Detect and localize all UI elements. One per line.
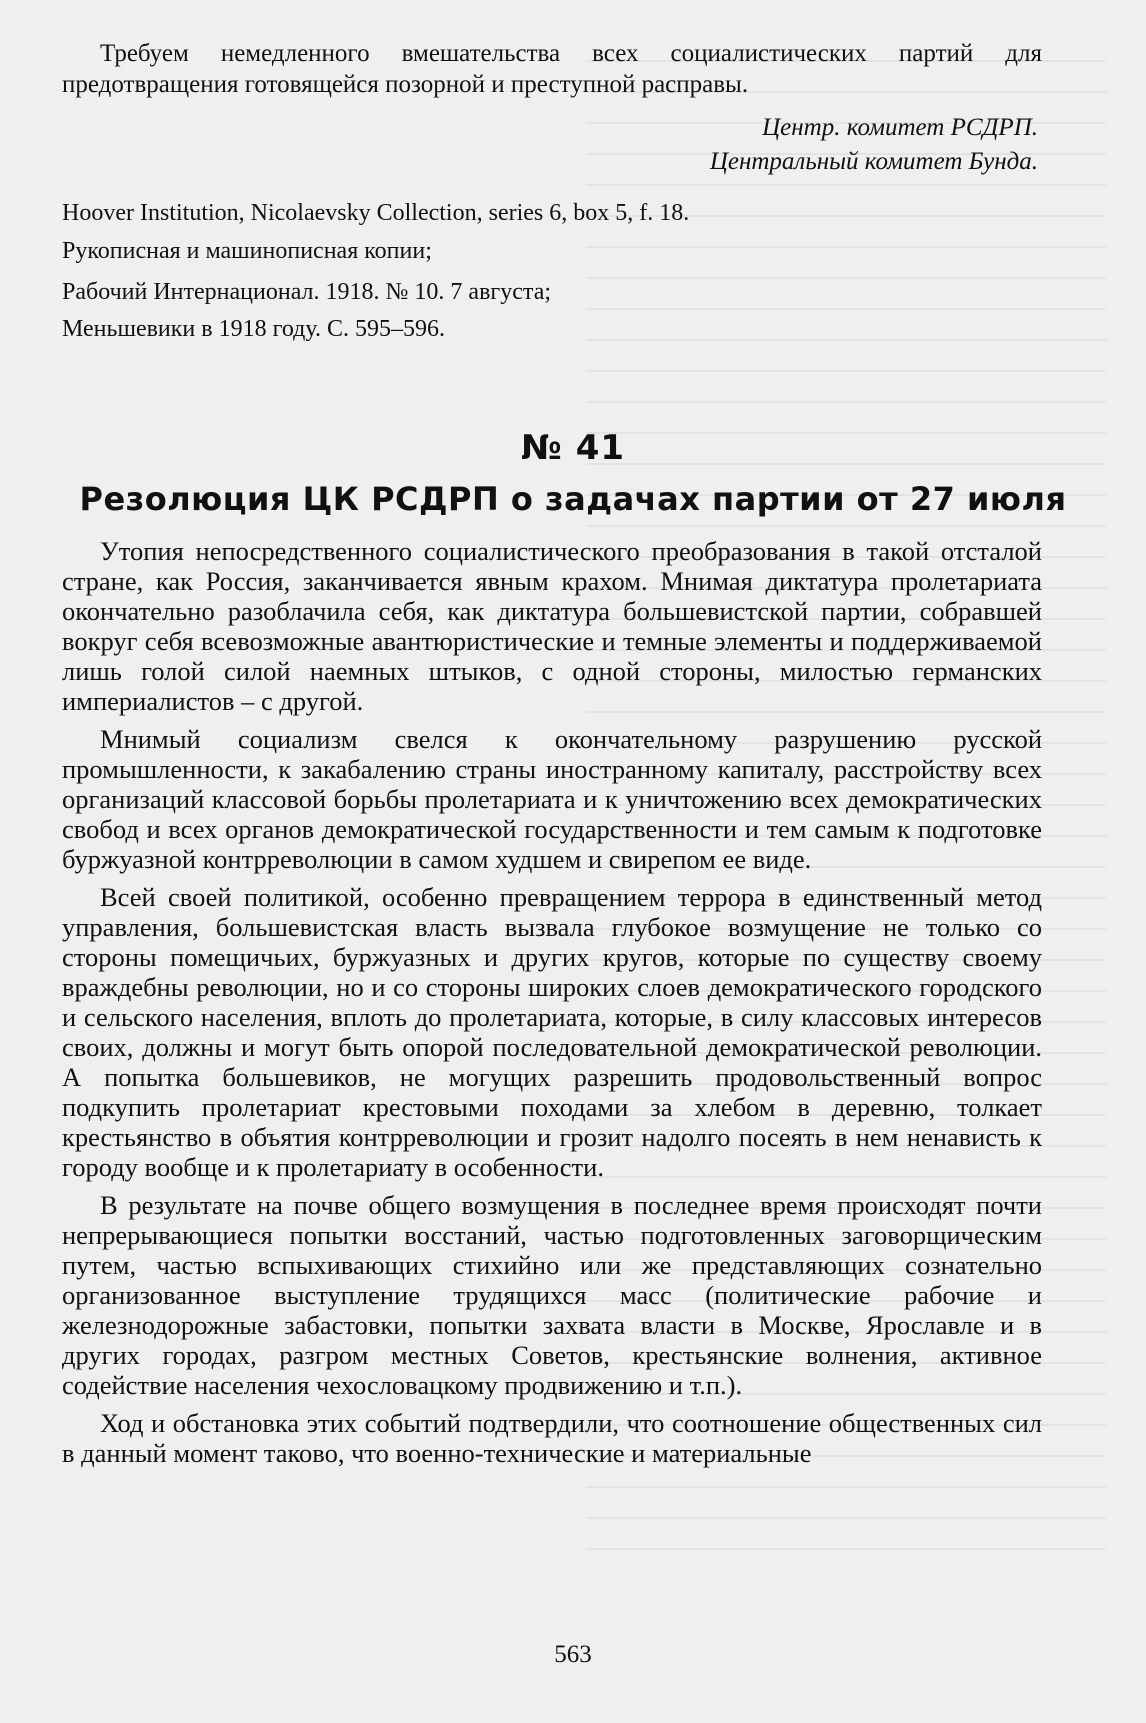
body-paragraph-2: Мнимый социализм свелся к окончательному разрушению русской промышленности, к закабалению страны иностранному капиталу, расстройству всех организаций классовой борьбы пролетариата и к уничтожению всех демократических свобод и всех органов демократической государственности и тем самым к подготовке буржуазной контрреволюции в самом худшем и свирепом ее виде. xyxy=(62,724,1042,874)
document-number: № 41 xyxy=(520,428,626,468)
document-title: Резолюция ЦК РСДРП о задачах партии от 27 июля xyxy=(79,480,1067,518)
body-paragraph-1: Утопия непосредственного социалистического преобразования в такой отсталой стране, как Россия, заканчивается явным крахом. Мнимая диктатура пролетариата окончательно разоблачила себя, как диктатура большевистской партии, собравшей вокруг себя всевозможные авантюристические и темные элементы и поддерживаемой лишь голой силой наемных штыков, с одной стороны, милостью германских империалистов – с другой. xyxy=(62,536,1042,716)
source-newspaper: Рабочий Интернационал. 1918. № 10. 7 августа; xyxy=(62,279,552,305)
source-archive: Hoover Institution, Nicolaevsky Collection, series 6, box 5, f. 18. xyxy=(62,200,690,226)
signature-rsdrp: Центр. комитет РСДРП. xyxy=(762,114,1038,141)
body-paragraph-3: Всей своей политикой, особенно превращением террора в единственный метод управления, большевистская власть вызвала глубокое возмущение не только со стороны помещичьих, буржуазных и других кругов, которые по существу своему враждебны революции, но и со стороны широких слоев демократического городского и сельского населения, вплоть до пролетариата, которые, в силу классовых интересов своих, должны и могут быть опорой последовательной демократической революции. А попытка большевиков, не могущих разрешить продовольственный вопрос подкупить пролетариат крестовыми походами за хлебом в деревню, толкает крестьянство в объятия контрреволюции и грозит надолго посеять в нем ненависть к городу вообще и к пролетариату в особенности. xyxy=(62,882,1042,1182)
intro-paragraph: Требуем немедленного вмешательства всех социалистических партий для предотвращения готовящейся позорной и преступной расправы. xyxy=(62,40,1042,98)
source-copies: Рукописная и машинописная копии; xyxy=(62,238,432,264)
body-paragraph-4: В результате на почве общего возмущения в последнее время происходят почти непрерывающиеся попытки восстаний, частью подготовленных заговорщическим путем, частью вспыхивающих стихийно или же представляющих сознательно организованное выступление трудящихся масс (политические рабочие и железнодорожные забастовки, попытки захвата власти в Москве, Ярославле и в других городах, разгром местных Советов, крестьянские волнения, активное содействие населения чехословацкому продвижению и т.п.). xyxy=(62,1190,1042,1400)
page-number: 563 xyxy=(554,1641,592,1668)
document-body xyxy=(62,536,1042,1476)
signature-bund: Центральный комитет Бунда. xyxy=(709,148,1038,175)
body-paragraph-5: Ход и обстановка этих событий подтвердили, что соотношение общественных сил в данный момент таково, что военно-технические и материальные xyxy=(62,1408,1042,1468)
source-publication: Меньшевики в 1918 году. С. 595–596. xyxy=(62,316,445,342)
